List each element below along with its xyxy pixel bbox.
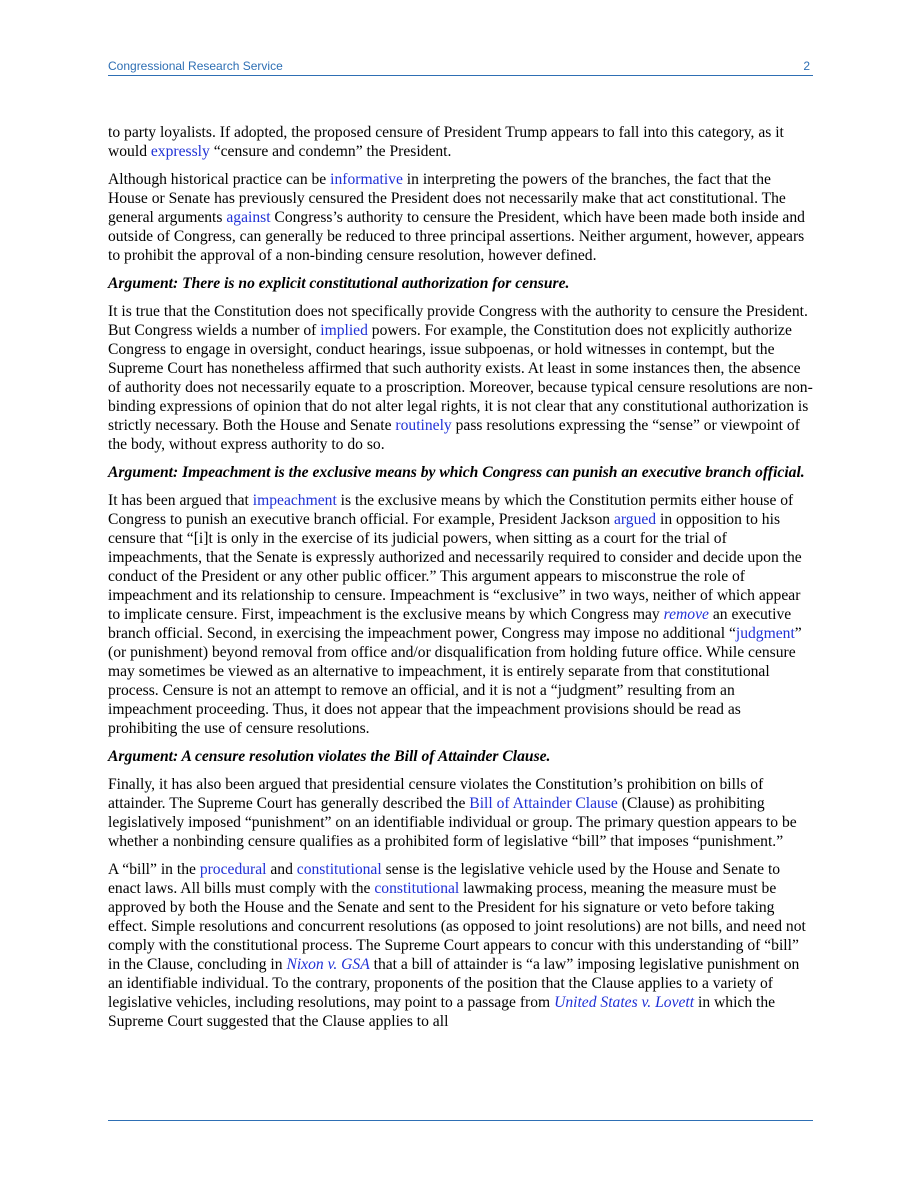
- text-span: ” (or punishment) beyond removal from office and/or disqualification from holding future office. While censure may sometimes be viewed as an alternative to impeachment, it is entirely separate from that constitutional process. Censure is not an attempt to remove an official, and it is not a “judgment” resulting from an impeachment proceeding. Thus, it does not appear that the impeachment provisions should be read as prohibiting the use of censure resolutions.: [108, 625, 802, 737]
- paragraph-3: [108, 302, 814, 454]
- link-expressly[interactable]: expressly: [150, 143, 210, 160]
- argument-heading-1: Argument: There is no explicit constitutional authorization for censure.: [108, 275, 570, 292]
- paragraph-1: [108, 123, 814, 161]
- text-span: powers. For example, the Constitution does not explicitly authorize Congress to engage in oversight, conduct hearings, issue subpoenas, or hold witnesses in contempt, but the Supreme Court has nonetheless affirmed that such authority exists. At least in some instances then, the absence of authority does not necessarily equate to a proscription. Moreover, because typical censure resolutions are non-binding expressions of opinion that do not alter legal rights, it is not clear that any constitutional authorization is strictly necessary. Both the House and Senate: [108, 322, 813, 434]
- text-span: pass resolutions expressing the “sense” or viewpoint of the body, without express authority to do so.: [108, 417, 800, 453]
- text-span: Finally, it has also been argued that presidential censure violates the Constitution’s prohibition on bills of attainder. The Supreme Court has generally described the: [108, 776, 764, 812]
- text-span: an executive branch official. Second, in exercising the impeachment power, Congress may impose no additional “: [108, 606, 792, 642]
- text-span: in interpreting the powers of the branches, the fact that the House or Senate has previously censured the President does not necessarily make that act constitutional. The general arguments: [108, 171, 786, 226]
- page-number: 2: [803, 59, 810, 73]
- link-informative[interactable]: informative: [330, 171, 403, 188]
- argument-heading-3: Argument: A censure resolution violates the Bill of Attainder Clause.: [108, 748, 551, 765]
- link-remove[interactable]: remove: [663, 606, 709, 623]
- text-span: Congress’s authority to censure the President, which have been made both inside and outside of Congress, can generally be reduced to three principal assertions. Neither argument, however, appears to prohibit the approval of a non-binding censure resolution, however defined.: [108, 209, 805, 264]
- link-constitutional[interactable]: constitutional: [296, 861, 382, 878]
- text-span: Although historical practice can be: [108, 171, 331, 188]
- link-judgment[interactable]: judgment: [735, 625, 795, 642]
- footer-rule: [108, 1120, 813, 1121]
- link-routinely[interactable]: routinely: [395, 417, 452, 434]
- header-org: Congressional Research Service: [108, 59, 283, 73]
- link-united-states-v-lovett[interactable]: United States v. Lovett: [554, 994, 695, 1011]
- link-against[interactable]: against: [226, 209, 271, 226]
- text-span: is the exclusive means by which the Constitution permits either house of Congress to punish an executive branch official. For example, President Jackson: [108, 492, 794, 528]
- paragraph-5: [108, 775, 814, 851]
- text-span: (Clause) as prohibiting legislatively imposed “punishment” on an identifiable individual or group. The primary question appears to be whether a nonbinding censure qualifies as a prohibited form of legislative “bill” that imposes “punishment.”: [108, 795, 797, 850]
- paragraph-4: [108, 491, 814, 738]
- text-span: in which the Supreme Court suggested that the Clause applies to all: [108, 994, 776, 1030]
- text-span: A “bill” in the: [108, 861, 200, 878]
- link-bill-of-attainder-clause[interactable]: Bill of Attainder Clause: [469, 795, 618, 812]
- text-span: It has been argued that: [108, 492, 253, 509]
- text-span: lawmaking process, meaning the measure must be approved by both the House and the Senate and sent to the President for his signature or veto before taking effect. Simple resolutions and concurrent resolutions (as opposed to joint resolutions) are not bills, and need not comply with the constitutional process. The Supreme Court appears to concur with this understanding of “bill” in the Clause, concluding in: [108, 880, 806, 973]
- argument-heading-2: Argument: Impeachment is the exclusive means by which Congress can punish an executive branch official.: [108, 464, 805, 481]
- text-span: that a bill of attainder is “a law” imposing legislative punishment on an identifiable individual. To the contrary, proponents of the position that the Clause applies to a variety of legislative vehicles, including resolutions, may point to a passage from: [108, 956, 800, 1011]
- link-nixon-v-gsa[interactable]: Nixon v. GSA: [286, 956, 370, 973]
- link-constitutional-process[interactable]: constitutional: [374, 880, 460, 897]
- text-span: and: [266, 861, 297, 878]
- link-argued[interactable]: argued: [613, 511, 657, 528]
- paragraph-6: [108, 860, 814, 1031]
- document-body: [108, 123, 814, 1040]
- text-span: It is true that the Constitution does not specifically provide Congress with the authority to censure the President. But Congress wields a number of: [108, 303, 808, 339]
- text-span: in opposition to his censure that “[i]t is only in the exercise of its judicial powers, when sitting as a court for the trial of impeachments, that the Senate is expressly authorized and necessarily required to consider and decide upon the conduct of the President or any other public officer.” This argument appears to misconstrue the role of impeachment and its relationship to censure. Impeachment is “exclusive” in two ways, neither of which appear to implicate censure. First, impeachment is the exclusive means by which Congress may: [108, 511, 802, 623]
- link-implied[interactable]: implied: [320, 322, 368, 339]
- text-span: “censure and condemn” the President.: [209, 143, 452, 160]
- link-procedural[interactable]: procedural: [199, 861, 267, 878]
- paragraph-2: [108, 170, 814, 265]
- text-span: sense is the legislative vehicle used by the House and Senate to enact laws. All bills must comply with the: [108, 861, 781, 897]
- page-header: [108, 58, 813, 76]
- link-impeachment[interactable]: impeachment: [252, 492, 337, 509]
- text-span: to party loyalists. If adopted, the proposed censure of President Trump appears to fall into this category, as it would: [108, 124, 784, 160]
